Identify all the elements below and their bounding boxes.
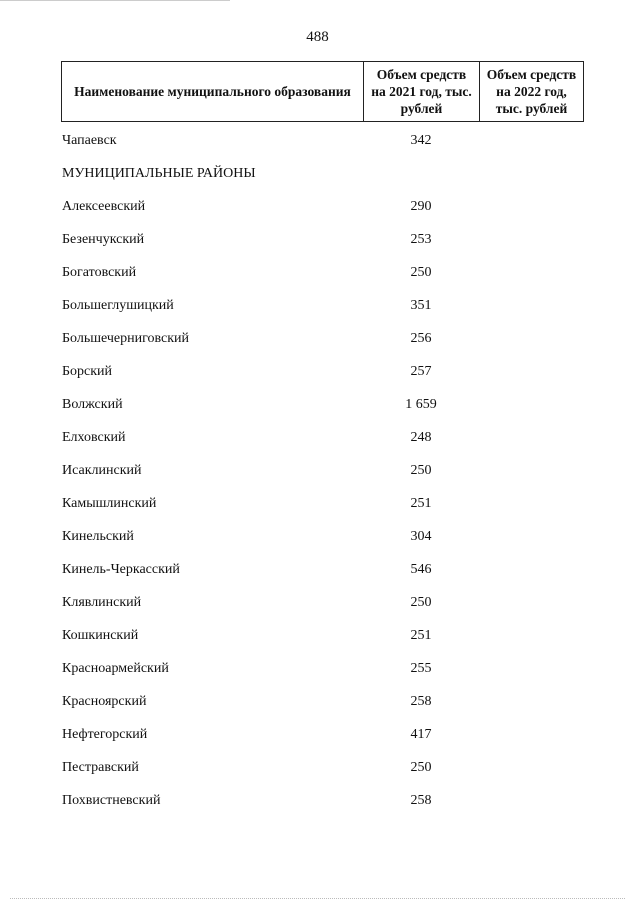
municipality-name: Большеглушицкий (62, 297, 174, 313)
municipality-name: Чапаевск (62, 132, 117, 148)
amount-2021: 258 (410, 693, 432, 709)
table-row (61, 454, 584, 487)
table-row (61, 652, 584, 685)
municipality-name: Кинель-Черкасский (62, 561, 180, 577)
municipality-name: Пестравский (62, 759, 139, 775)
table-row (61, 685, 584, 718)
amount-2021: 256 (410, 330, 432, 346)
municipality-name: Алексеевский (62, 198, 146, 214)
section-heading-row (61, 157, 584, 190)
municipality-name: Исаклинский (62, 462, 142, 478)
table-row (61, 619, 584, 652)
municipality-name: Безенчукский (62, 231, 145, 247)
bottom-scan-rule (10, 898, 625, 899)
amount-2021: 342 (410, 132, 432, 148)
municipality-name: Красноярский (62, 693, 147, 709)
amount-2021: 255 (410, 660, 432, 676)
amount-2021: 253 (410, 231, 432, 247)
amount-2021: 351 (410, 297, 432, 313)
municipality-name: Красноармейский (62, 660, 169, 676)
table-row (61, 520, 584, 553)
table-header (61, 61, 584, 122)
header-name-column: Наименование муниципального образования (62, 62, 364, 121)
municipality-name: Кошкинский (62, 627, 139, 643)
municipality-name: Кинельский (62, 528, 134, 544)
table-row (61, 421, 584, 454)
amount-2021: 248 (410, 429, 432, 445)
table-row (61, 751, 584, 784)
table-row (61, 289, 584, 322)
table-row (61, 388, 584, 421)
table-row (61, 322, 584, 355)
municipality-name: Клявлинский (62, 594, 142, 610)
header-2021-column: Объем средств на 2021 год, тыс. рублей (364, 62, 480, 121)
amount-2021: 250 (410, 462, 432, 478)
page-number: 488 (306, 29, 329, 45)
amount-2021: 251 (410, 627, 432, 643)
amount-2021: 250 (410, 759, 432, 775)
amount-2021: 257 (410, 363, 432, 379)
municipality-name: Похвистневский (62, 792, 161, 808)
amount-2021: 290 (410, 198, 432, 214)
header-2022-column: Объем средств на 2022 год, тыс. рублей (486, 67, 577, 116)
municipality-name: Нефтегорский (62, 726, 148, 742)
municipality-name: Богатовский (62, 264, 137, 280)
table-row (61, 223, 584, 256)
table-row (61, 124, 584, 157)
amount-2021: 417 (410, 726, 432, 742)
municipality-name: Борский (62, 363, 113, 379)
amount-2021: 258 (410, 792, 432, 808)
municipality-name: Волжский (62, 396, 123, 412)
table-row (61, 553, 584, 586)
municipality-name: Большечерниговский (62, 330, 190, 346)
table-body (61, 124, 584, 817)
amount-2021: 250 (410, 264, 432, 280)
table-row (61, 256, 584, 289)
table-row (61, 784, 584, 817)
amount-2021: 546 (410, 561, 432, 577)
municipality-name: Камышлинский (62, 495, 157, 511)
table-row (61, 355, 584, 388)
top-scan-rule (0, 0, 230, 1)
amount-2021: 304 (410, 528, 432, 544)
table-row (61, 190, 584, 223)
table-row (61, 586, 584, 619)
amount-2021: 250 (410, 594, 432, 610)
municipality-name: МУНИЦИПАЛЬНЫЕ РАЙОНЫ (62, 165, 256, 181)
table-row (61, 718, 584, 751)
amount-2021: 1 659 (405, 396, 437, 412)
table-row (61, 487, 584, 520)
amount-2021: 251 (410, 495, 432, 511)
municipality-name: Елховский (62, 429, 126, 445)
